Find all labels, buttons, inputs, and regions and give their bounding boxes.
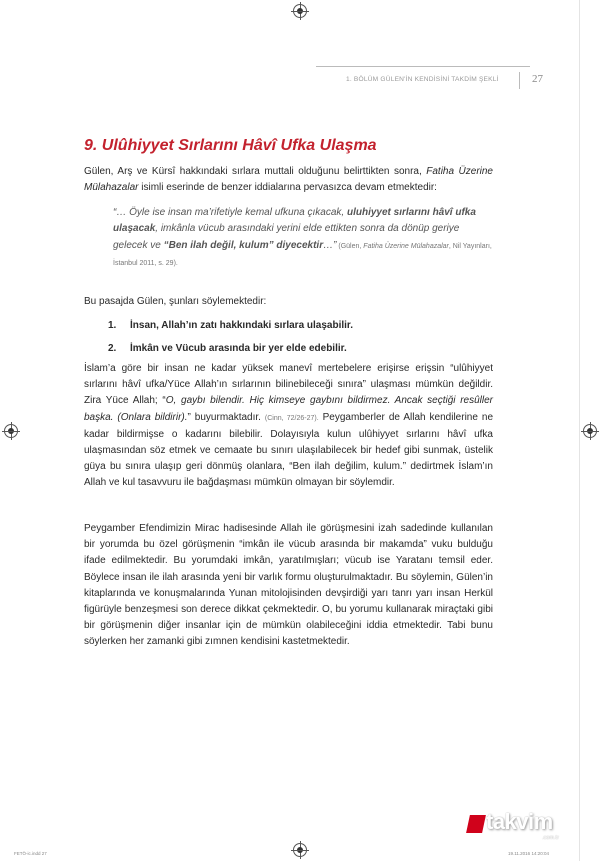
- print-slug-date: 19.11.2016 14:20:04: [508, 851, 549, 856]
- watermark-domain: .com.tr: [542, 835, 559, 841]
- verse-reference: (Cinn, 72/26-27).: [264, 414, 319, 422]
- print-slug-file: FETÖ-ic.indd 27: [14, 851, 47, 856]
- registration-mark-right: [583, 424, 597, 438]
- section-title: 9. Ulûhiyyet Sırlarını Hâvî Ufka Ulaşma: [84, 137, 377, 154]
- page-number: 27: [532, 73, 543, 85]
- quote-source: (Gülen, Fatiha Üzerine Mülahazalar, Nil Yayınları, İstanbul 2011, s. 29).: [113, 242, 492, 268]
- list-item: 1. İnsan, Allah’ın zatı hakkındaki sırlara ulaşabilir.: [108, 320, 354, 331]
- chapter-title: 1. BÖLÜM GÜLEN'İN KENDİSİNİ TAKDİM ŞEKLİ: [346, 76, 499, 83]
- watermark-brand: takvim: [486, 809, 553, 834]
- quran-quote: O, gaybı bilendir. Hiç kimseye gaybını bildirmez. Ancak seçtiği resûller başka. (Onlara bildirir).: [84, 395, 494, 423]
- takvim-watermark: [468, 805, 578, 845]
- quote-emphasis-1: uluhiyyet sırlarını hâvî ufka ulaşacak: [113, 207, 476, 235]
- takvim-logo-icon: [466, 815, 486, 833]
- registration-mark-top: [293, 4, 307, 18]
- lead-paragraph: Bu pasajda Gülen, şunları söylemektedir:: [84, 296, 267, 307]
- page-edge: [579, 0, 580, 861]
- header-rule: [316, 66, 530, 67]
- registration-mark-bottom: [293, 843, 307, 857]
- body-paragraph-1: İslam’a göre bir insan ne kadar yüksek manevî mertebelere erişirse erişsin “ulûhiyyet sırlarını hâvî ufka/Yüce Allah’ın sırlarının bilinebileceği sınıra” ulaşması mümkün değildir. Zira Yüce Allah; “O, gaybı bilendir. Hiç kimseye gaybını bildirmez. Ancak seçtiği resûller başka. (Onlara bildirir).” buyurmaktadır. (Cinn, 72/26-27). Peygamberler de Allah kendilerine ne kadar bildirmişse o kadarını bilebilir. Dolayısıyla kulun ulûhiyyet sırlarını hâvî ufka ulaşmasından söz etmek ve cemaate bu sınırı ulaşılabilecek bir hedef gibi sunmak, üstelik güya bu sınıra ulaşıp geri dönmüş olanlara, “Ben ilah değilim, kulum.” dedirtmek İslam’ın Allah ve kul tasavvuru ile bağdaşması mümkün olmayan bir söylemdir.: [84, 363, 494, 489]
- block-quote: “… Öyle ise insan ma’rifetiyle kemal ufkuna çıkacak, uluhiyyet sırlarını hâvî ufka ulaşacak, imkânla vücub arasındaki yerini elde ettikten sonra da dönüp geriye gelecek ve “Ben ilah değil, kulum” diyecektir…” (Gülen, Fatiha Üzerine Mülahazalar, Nil Yayınları, İstanbul 2011, s. 29).: [113, 207, 492, 268]
- quote-emphasis-2: “Ben ilah değil, kulum” diyecektir: [163, 239, 324, 251]
- intro-paragraph: Gülen, Arş ve Kürsî hakkındaki sırlara muttali olduğunu belirttikten sonra, Fatiha Üzerine Mülahazalar isimli eserinde de benzer iddialarına pervasızca devam etmektedir:: [84, 166, 493, 194]
- list-item: 2. İmkân ve Vücub arasında bir yer elde edebilir.: [108, 343, 347, 354]
- claims-list: [108, 318, 353, 364]
- running-header: [346, 75, 556, 89]
- body-paragraph-2: Peygamber Efendimizin Mirac hadisesinde Allah ile görüşmesini izah sadedinde kullanılan bir yorumda bu özel görüşmenin “imkân ile vücub arasında bir makamda” vuku bulduğu ifade edilmektedir. Bu yorumdaki imkân, yaratılmışları; vücub ise Yaratanı temsil eder. Böylece insan ile ilah arasında yeni bir varlık formu oluşturulmaktadır. Bu söylemin, Gülen’in kitaplarında ve konuşmalarında Yunan mitolojisinden devşirdiği yarı tanrı yarı insan Herkül figürüyle benzeşmesi son derece dikkat çekmektedir. O, bu yorumu kullanarak miraçtaki gibi bir görüşmenin diğer insanlar için de mümkün olabileceğini iddia etmektedir. Tabi bunu söylerken her zamanki gibi zımnen kendisini kastetmektedir.: [84, 523, 493, 648]
- registration-mark-left: [4, 424, 18, 438]
- work-title: Fatiha Üzerine Mülahazalar: [84, 166, 493, 194]
- header-separator: [519, 72, 520, 89]
